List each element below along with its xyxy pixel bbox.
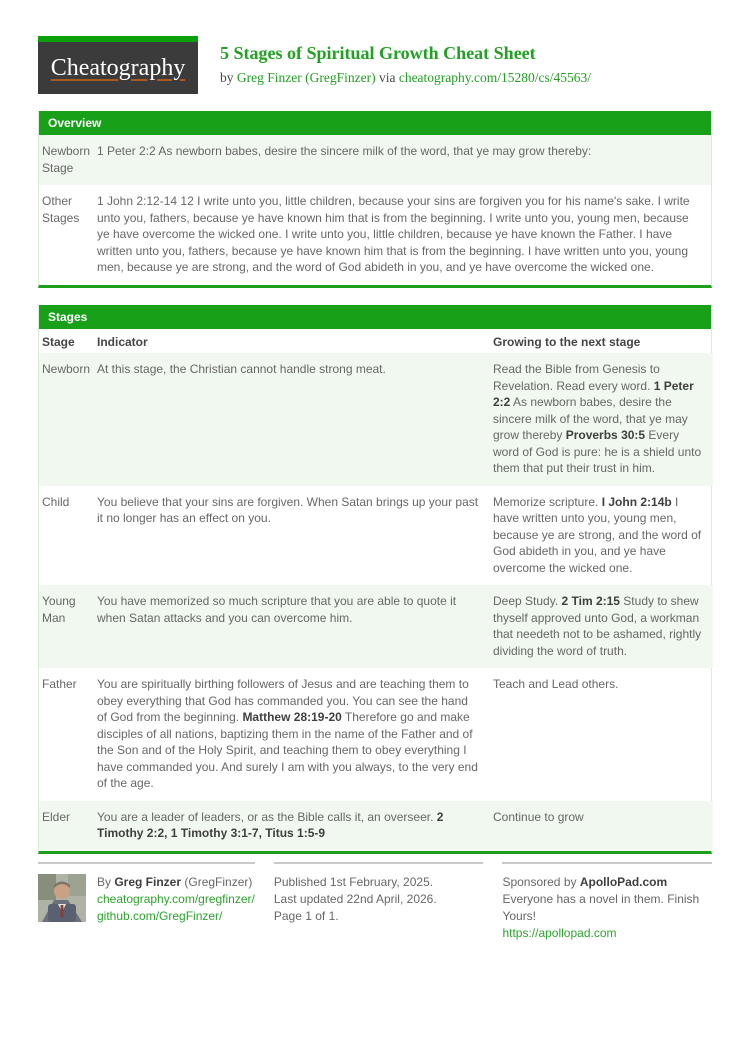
column-header: Indicator (97, 334, 148, 349)
stage-indicator (97, 585, 493, 668)
text-run: Therefore go and make disciples of all nations, baptizing them in the name of the Father and of the Son and of the Holy Spirit, and teaching them to obey everything I have commanded you. And surely I am with you always, to the very end of the age. (97, 710, 478, 790)
footer-line (274, 891, 484, 908)
text-run: I have written unto you, young men, because ye are strong, and the word of God abideth in you, and ye have overcome the wicked one. (493, 494, 702, 575)
logo-box (38, 42, 198, 94)
text-run: by (220, 69, 237, 85)
stage-row-father (39, 668, 713, 801)
bold-reference: Matthew 28:19-20 (242, 710, 342, 724)
stage-indicator (97, 353, 493, 486)
bold-reference: 1 Peter 2:2 (493, 378, 694, 409)
footer-sponsor-column (502, 862, 712, 942)
masthead (38, 0, 712, 94)
text-run: (GregFinzer) (181, 874, 253, 889)
stage-growing (493, 486, 713, 586)
text-run: Continue to grow (493, 809, 584, 824)
stage-name: Child (42, 494, 70, 509)
stage-row-elder (39, 801, 713, 851)
text-run: Everyone has a novel in them. Finish Yours! (502, 891, 700, 923)
stages-header-row (39, 329, 713, 354)
stage-growing (493, 585, 713, 668)
bold-reference: 2 Tim 2:15 (561, 594, 620, 608)
text-run: You are spiritually birthing followers of Jesus and are teaching them to obey everything that God has commanded you. You can see the hand of God from the beginning. (97, 677, 469, 724)
stage-name: Young Man (42, 594, 76, 625)
overview-row (39, 135, 711, 185)
overview-table (39, 135, 711, 285)
title-block (220, 36, 591, 94)
column-header: Growing to the next stage (493, 334, 641, 349)
row-text: 1 Peter 2:2 As newborn babes, desire the sincere milk of the word, that ye may grow thereby: (97, 144, 592, 158)
stage-row-young-man (39, 585, 713, 668)
text-run: via (375, 69, 399, 85)
text-run: Deep Study. (493, 594, 562, 608)
section-header-overview: Overview (39, 111, 711, 135)
stages-section (38, 305, 712, 854)
text-run: Last updated 22nd April, 2026. (273, 891, 437, 906)
link-text[interactable]: cheatography.com/gregfinzer/ (97, 891, 255, 906)
text-run: You have memorized so much scripture that you are able to quote it when Satan attacks and you can overcome him. (97, 594, 457, 625)
page-footer (38, 862, 712, 942)
author-avatar (38, 874, 86, 922)
stage-row-child (39, 486, 713, 586)
stage-name: Newborn (42, 362, 91, 376)
stage-name: Elder (42, 809, 71, 824)
section-header-stages: Stages (39, 305, 711, 329)
stage-growing (493, 668, 713, 801)
stage-name: Father (42, 677, 77, 691)
sponsor-info (502, 874, 712, 942)
byline (220, 70, 591, 87)
stage-growing (493, 353, 713, 486)
text-run: You are a leader of leaders, or as the Bible calls it, an overseer. (97, 809, 437, 824)
text-run: Teach and Lead others. (493, 677, 619, 691)
text-run: Page 1 of 1. (273, 908, 339, 923)
row-label: Newborn Stage (42, 144, 91, 175)
text-run: You believe that your sins are forgiven. When Satan brings up your past it no longer has an effect on you. (97, 494, 479, 525)
bold-reference: Greg Finzer (114, 874, 182, 889)
author-info (38, 874, 255, 925)
text-run: By (97, 874, 115, 889)
text-run: Read the Bible from Genesis to Revelation. Read every word. (493, 362, 660, 393)
row-text: 1 John 2:12-14 12 I write unto you, little children, because your sins are forgiven you for his name's sake. I write unto you, fathers, because ye have known him that is from the beginning. I write unto you, young men, because ye have overcome the wicked one. I write unto you, little children, because ye have known the Father. I have written unto you, fathers, because ye have known him that is from the beginning. I have written unto you, young men, because ye are strong, and the word of God abideth in you, and ye have overcome the wicked one. (97, 194, 690, 274)
stages-table (39, 329, 713, 851)
overview-row (39, 185, 711, 285)
stage-growing (493, 801, 713, 851)
footer-line (274, 908, 484, 925)
link-text[interactable]: Greg Finzer (GregFinzer) (236, 69, 376, 85)
footer-line (274, 874, 484, 891)
cheatography-logo[interactable] (38, 36, 198, 94)
footer-line (97, 891, 255, 908)
text-run: Study to shew thyself approved unto God, a workman that needeth not to be ashamed, rightly dividing the word of truth. (493, 594, 702, 658)
footer-publish-column (274, 862, 484, 942)
bold-reference: 2 Timothy 2:2, 1 Timothy 3:1-7, Titus 1:5-9 (97, 809, 444, 840)
text-run: Sponsored by (502, 874, 580, 889)
stage-indicator (97, 801, 493, 851)
publish-info (274, 874, 484, 925)
bold-reference: Proverbs 30:5 (565, 428, 646, 442)
page-title: 5 Stages of Spiritual Growth Cheat Sheet (220, 43, 536, 63)
text-run: As newborn babes, desire the sincere milk of the word, that ye may grow thereby (493, 395, 688, 442)
footer-line (97, 908, 255, 925)
logo-wordmark: Cheatography (50, 54, 186, 81)
footer-line (502, 925, 712, 942)
link-text[interactable]: cheatography.com/15280/cs/45563/ (398, 69, 592, 85)
link-text[interactable]: https://apollopad.com (502, 925, 617, 940)
footer-author-column (38, 862, 255, 942)
stage-row-newborn (39, 353, 713, 486)
footer-line (97, 874, 255, 891)
stage-indicator (97, 668, 493, 801)
row-label: Other Stages (42, 194, 80, 225)
footer-line (502, 891, 712, 925)
text-run: At this stage, the Christian cannot handle strong meat. (97, 362, 386, 376)
text-run: Published 1st February, 2025. (273, 874, 434, 889)
stage-indicator (97, 486, 493, 586)
footer-line (502, 874, 712, 891)
overview-section (38, 111, 712, 288)
text-run: Memorize scripture. (493, 494, 602, 509)
page-content (38, 0, 712, 942)
column-header: Stage (42, 334, 75, 349)
author-lines (97, 874, 255, 925)
text-run: Every word of God is pure: he is a shield unto them that put their trust in him. (493, 428, 702, 475)
bold-reference: I John 2:14b (601, 494, 672, 509)
link-text[interactable]: github.com/GregFinzer/ (97, 908, 223, 923)
bold-reference: ApolloPad.com (579, 874, 668, 889)
